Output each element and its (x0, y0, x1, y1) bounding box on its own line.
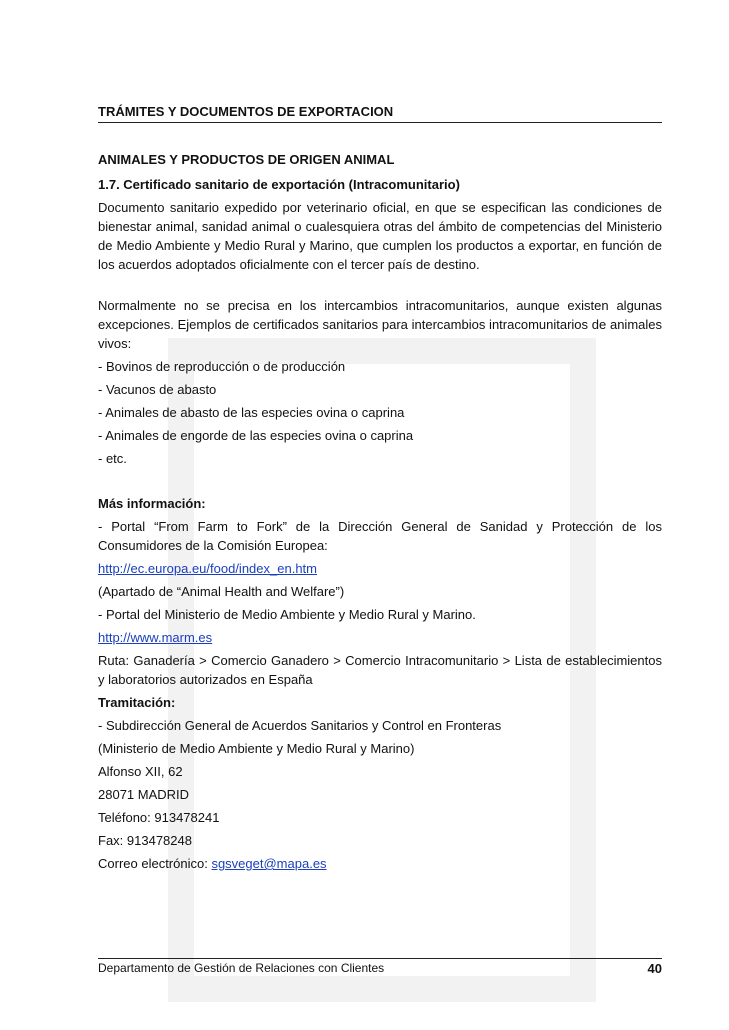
phone-line: Teléfono: 913478241 (98, 810, 220, 825)
tramitacion-title: Tramitación: (98, 695, 176, 710)
page-footer (98, 958, 662, 976)
section-title: ANIMALES Y PRODUCTOS DE ORIGEN ANIMAL (98, 152, 395, 167)
marm-link[interactable]: http://www.marm.es (98, 630, 213, 645)
page-number: 40 (647, 961, 662, 976)
more-info-title: Más información: (98, 496, 206, 511)
page-header: TRÁMITES Y DOCUMENTOS DE EXPORTACION (98, 104, 662, 123)
route-text: Ruta: Ganadería > Comercio Ganadero > Comercio Intracomunitario > Lista de establecimientos y laboratorios autorizados en España (98, 653, 662, 687)
page-content (98, 150, 662, 877)
email-label: Correo electrónico: (98, 856, 212, 871)
list-item: - Animales de engorde de las especies ovina o caprina (98, 428, 414, 443)
office-line: - Subdirección General de Acuerdos Sanitarios y Control en Fronteras (98, 718, 502, 733)
city-line: 28071 MADRID (98, 787, 190, 802)
animal-health-note: (Apartado de “Animal Health and Welfare”) (98, 584, 345, 599)
list-item: - Vacunos de abasto (98, 382, 217, 397)
intro-paragraph: Documento sanitario expedido por veterinario oficial, en que se especifican las condiciones de bienestar animal, sanidad animal o cualesquiera otras del ámbito de competencias del Ministerio de Medio Ambiente y Medio Rural y Marino, que cumplen los productos a exportar, en función de los acuerdos adoptados oficialmente con el tercer país de destino. (98, 200, 662, 272)
office-line: (Ministerio de Medio Ambiente y Medio Rural y Marino) (98, 741, 415, 756)
eu-food-link[interactable]: http://ec.europa.eu/food/index_en.htm (98, 561, 317, 576)
portal-eu-text: - Portal “From Farm to Fork” de la Dirección General de Sanidad y Protección de los Consumidores de la Comisión Europea: (98, 519, 662, 553)
fax-line: Fax: 913478248 (98, 833, 192, 848)
list-item: - etc. (98, 451, 127, 466)
portal-marm-text: - Portal del Ministerio de Medio Ambiente y Medio Rural y Marino. (98, 607, 476, 622)
address-line: Alfonso XII, 62 (98, 764, 183, 779)
email-line (98, 854, 662, 873)
section-subtitle: 1.7. Certificado sanitario de exportación (Intracomunitario) (98, 177, 460, 192)
email-link[interactable]: sgsveget@mapa.es (211, 856, 327, 871)
list-item: - Animales de abasto de las especies ovina o caprina (98, 405, 405, 420)
footer-department: Departamento de Gestión de Relaciones con Clientes (98, 961, 385, 975)
exceptions-paragraph: Normalmente no se precisa en los intercambios intracomunitarios, aunque existen algunas excepciones. Ejemplos de certificados sanitarios para intercambios intracomunitarios de animales vivos: (98, 298, 662, 351)
list-item: - Bovinos de reproducción o de producción (98, 359, 346, 374)
